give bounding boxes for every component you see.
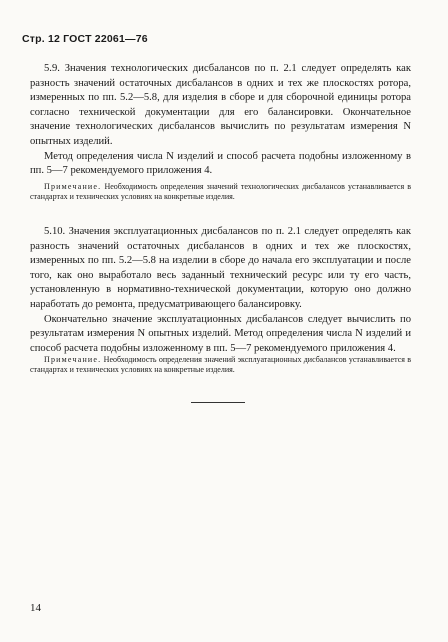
note-text: Необходимость определения значений технологических дисбалансов устанавливается в стандартах и технических условиях на конкретные изделия. — [30, 182, 411, 202]
page-header: Стр. 12 ГОСТ 22061—76 — [22, 33, 148, 45]
section-divider — [191, 402, 245, 403]
note-paragraph — [30, 355, 411, 376]
note-technological — [30, 182, 411, 203]
note-paragraph — [30, 182, 411, 203]
paragraph: 5.10. Значения эксплуатационных дисбалансов по п. 2.1 следует определять как разность значений остаточных дисбалансов в одних и тех же плоскостях, измеренных по пп. 5.2—5.8 на изделии в сборе до начала его эксплуатации и после того, как оно выработало весь заданный технический ресурс или ту его часть, установленную в нормативно-технической документации, которую оно должно наработать до ремонта, предусматривающего балансировку. — [30, 226, 411, 310]
paragraph: Метод определения числа N изделий и способ расчета подобны изложенному в пп. 5—7 рекомендуемого приложения 4. — [30, 150, 411, 177]
page-number: 14 — [30, 602, 41, 614]
note-operational — [30, 355, 411, 376]
section-5-10 — [30, 225, 411, 356]
note-text: Необходимость определения значений эксплуатационных дисбалансов устанавливается в стандартах и технических условиях на конкретные изделия. — [30, 355, 411, 375]
section-5-9 — [30, 62, 411, 179]
paragraph: Окончательно значение эксплуатационных дисбалансов следует вычислить по результатам измерения N опытных изделий. Метод определения числа N изделий и способ расчета подобны изложенному в пп. 5—7 рекомендуемого приложения 4. — [30, 313, 411, 354]
note-lead: Примечание. — [44, 182, 102, 191]
note-lead: Примечание. — [44, 355, 102, 364]
paragraph: 5.9. Значения технологических дисбалансов по п. 2.1 следует определять как разность значений остаточных дисбалансов в одних и тех же плоскостях ротора, измеренных по пп. 5.2—5.8, для изделия в сборе и для сборочной единицы ротора согласно технической документации для его балансировки. Окончательное значение технологических дисбалансов вычислить по результатам измерения N опытных изделий. — [30, 63, 411, 147]
